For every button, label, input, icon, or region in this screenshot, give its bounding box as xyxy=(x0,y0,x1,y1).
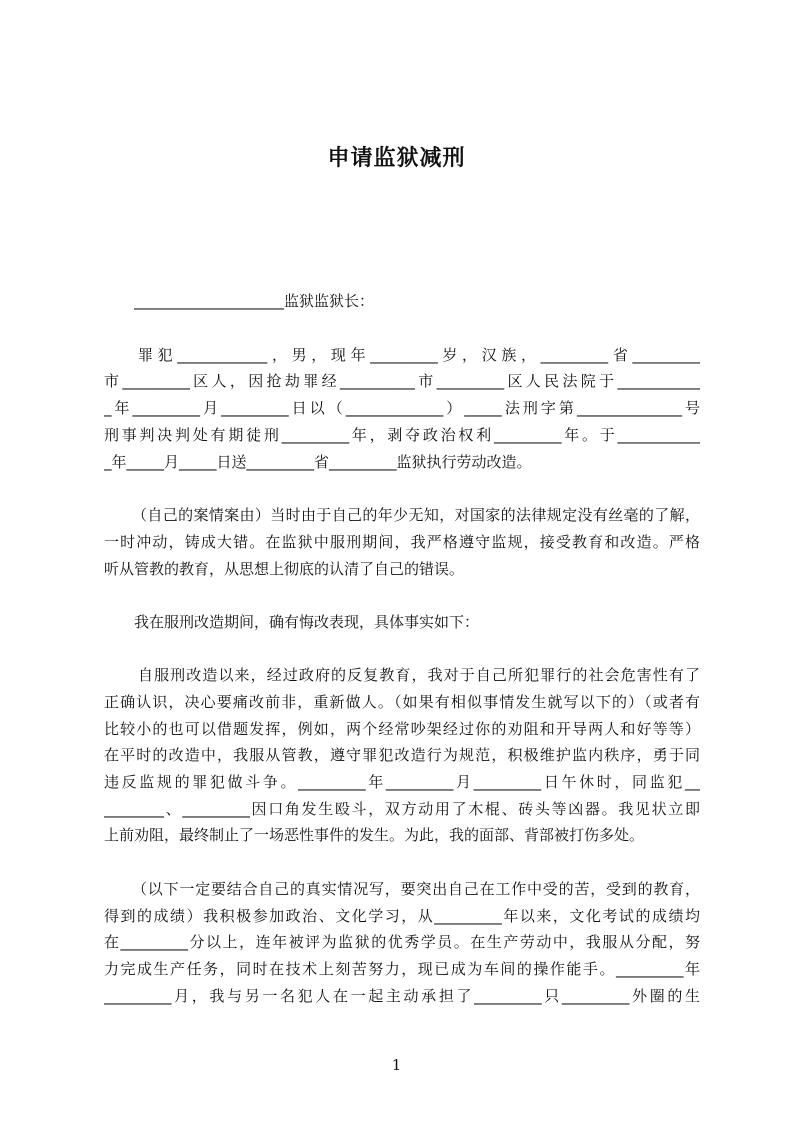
text-line: _年_________月_________日以（_____________）_____法刑字第______________号 xyxy=(104,399,700,417)
text-line: _年_____月_____日送_________省_________监狱执行劳动改造。 xyxy=(104,453,532,471)
text-line: 我在服刑改造期间，确有悔改表现，具体事实如下： xyxy=(134,613,480,631)
text-line: 在_________分以上，连年被评为监狱的优秀学员。在生产劳动中，我服从分配，努 xyxy=(104,933,700,951)
document-title: 申请监狱减刑 xyxy=(327,146,466,171)
text-line: 市_________区人，因抢劫罪经__________市_________区人民法院于___________ xyxy=(104,372,700,390)
text-line: 比较小的也可以借题发挥，例如，两个经常吵架经过你的劝阻和开导两人和好等等） xyxy=(104,720,700,738)
text-line: 上前劝阻，最终制止了一场恶性事件的发生。为此，我的面部、背部被打伤多处。 xyxy=(104,826,645,844)
salutation-line: ____________________监狱监狱长： xyxy=(134,292,375,310)
text-line: 自服刑改造以来，经过政府的反复教育，我对于自己所犯罪行的社会危害性有了 xyxy=(138,666,700,684)
text-line: （自己的案情案由）当时由于自己的年少无知，对国家的法律规定没有丝毫的了解， xyxy=(132,506,700,524)
text-line: 正确认识，决心要痛改前非，重新做人。（如果有相似事情发生就写以下的）（或者有 xyxy=(104,693,700,711)
text-line: 刑事判决判处有期徒刑_________年，剥夺政治权利_________年。于___________ xyxy=(104,426,700,444)
text-line: ________、_________因口角发生殴斗，双方动用了木棍、砖头等凶器。我见状立即 xyxy=(104,800,700,818)
text-line: _________月，我与另一名犯人在一起主动承担了_________只_________外圈的生 xyxy=(104,987,700,1005)
page-number: 1 xyxy=(391,1056,402,1074)
text-line: 力完成生产任务，同时在技术上刻苦努力，现已成为车间的操作能手。_________年 xyxy=(104,960,700,978)
text-line: 得到的成绩）我积极参加政治、文化学习，从_________年以来，文化考试的成绩均 xyxy=(104,907,700,925)
text-line: 一时冲动，铸成大错。在监狱中服刑期间，我严格遵守监规，接受教育和改造。严格 xyxy=(104,533,700,551)
text-line: 在平时的改造中，我服从管教，遵守罪犯改造行为规范，积极维护监内秩序，勇于同 xyxy=(104,746,700,764)
text-line: 听从管教的教育，从思想上彻底的认清了自己的错误。 xyxy=(104,560,465,578)
text-line: 违反监规的罪犯做斗争。_________年_________月_________日午休时，同监犯__ xyxy=(104,773,700,791)
text-line: （以下一定要结合自己的真实情况写，要突出自己在工作中受的苦，受到的教育， xyxy=(132,880,700,898)
text-line: 罪犯____________，男，现年_________岁，汉族，_________省_________ xyxy=(138,346,700,364)
